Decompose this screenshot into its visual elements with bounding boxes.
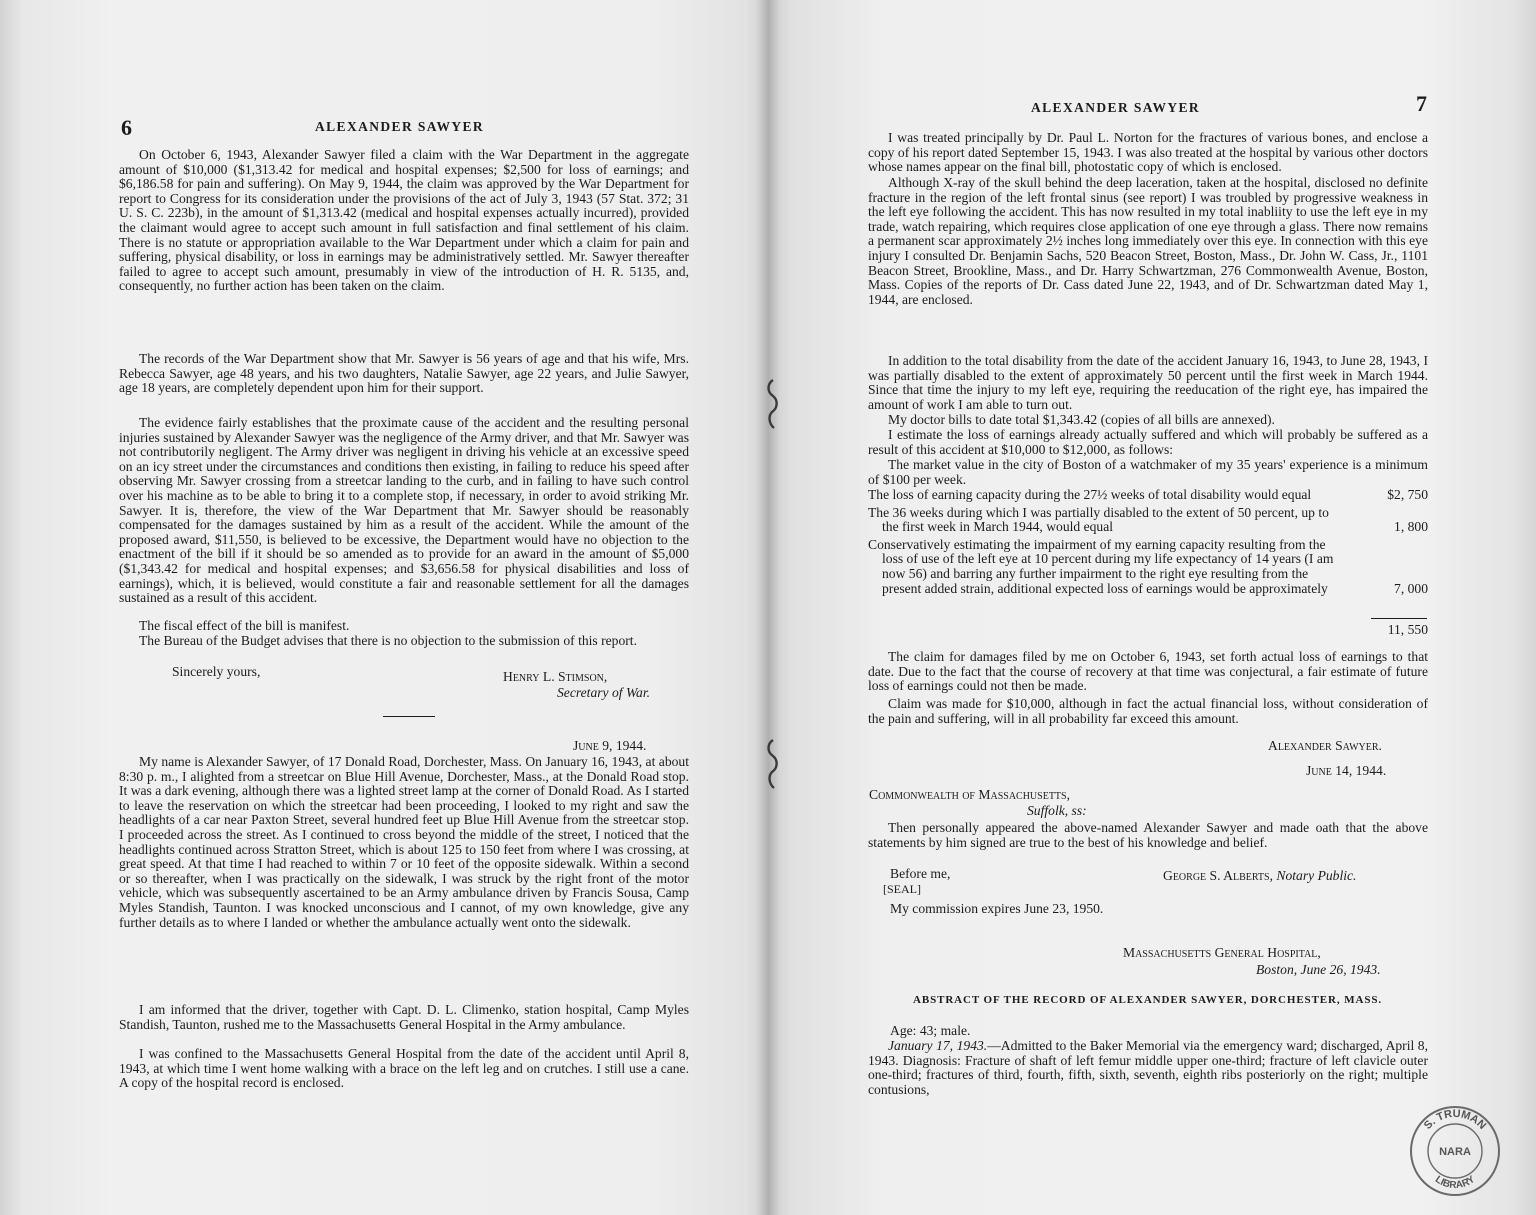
signer-title: Secretary of War.	[557, 685, 651, 700]
closing: Sincerely yours,	[172, 664, 261, 679]
statement-date: June 9, 1944.	[573, 738, 647, 753]
abstract-date: January 17, 1943.	[888, 1038, 988, 1053]
earnings-ledger	[868, 488, 1428, 596]
paragraph-market-value: The market value in the city of Boston of a watchmaker of my 35 years' experience is a minimum of $100 per week.	[868, 457, 1428, 487]
seal-label: [SEAL]	[883, 882, 921, 896]
hospital-name: Massachusetts General Hospital,	[1123, 945, 1321, 960]
ledger-row	[868, 538, 1428, 596]
abstract-title: ABSTRACT OF THE RECORD OF ALEXANDER SAWYER, DORCHESTER, MASS.	[913, 994, 1383, 1006]
statement-signer: Alexander Sawyer.	[1268, 738, 1382, 753]
ledger-row-text: Conservatively estimating the impairment of my earning capacity resulting from the loss of use of the left eye at 10 percent during my life expectancy of 14 years (I am now 56) and barring any further impairment to the right eye resulting from the present added strain, additional expected loss of earnings would be approximately	[868, 536, 1334, 596]
stamp-text-center: NARA	[1439, 1146, 1471, 1158]
paragraph-partial-disability: In addition to the total disability from the date of the accident January 16, 1943, to June 28, 1943, I was partially disabled to the extent of approximately 50 percent until the first week in March 1944. Since that time the injury to my left eye, requiring the reeducation of the right eye, has impaired the amount of work I am able to turn out.	[868, 353, 1428, 412]
ledger-row-amount: 1, 800	[1394, 519, 1428, 535]
before-me: Before me,	[890, 866, 951, 881]
paragraph-claim-amount: Claim was made for $10,000, although in fact the actual financial loss, without consideration of the pain and suffering, will in all probability far exceed this amount.	[868, 696, 1428, 726]
abstract-entry	[868, 1039, 1428, 1097]
section-divider	[383, 716, 435, 717]
binding-gutter	[756, 0, 780, 1215]
ledger-row-text: The loss of earning capacity during the 27½ weeks of total disability would equal	[868, 487, 1312, 502]
ledger-row-text: The 36 weeks during which I was partially disabled to the extent of 50 percent, up to the first week in March 1944, would equal	[868, 504, 1329, 535]
svg-text:S. TRUMAN	[1422, 1108, 1488, 1132]
paragraph-fiscal-effect: The fiscal effect of the bill is manifest.	[139, 618, 350, 633]
ledger-row-amount: 7, 000	[1394, 580, 1428, 596]
ledger-total-rule	[1371, 618, 1427, 619]
paragraph-dependents: The records of the War Department show that Mr. Sawyer is 56 years of age and that his wife, Mrs. Rebecca Sawyer, age 48 years, and his two daughters, Natalie Sawyer, age 22 years, and Julie Sawyer, age 18 years, are completely dependent upon him for their support.	[119, 351, 689, 396]
abstract-text: —Admitted to the Baker Memorial via the emergency ward; discharged, April 8, 1943. Diagnosis: Fracture of shaft of left femur middle upper one-third; fracture of left clavicle outer one-third; fractures of third, fourth, fifth, sixth, seventh, eighth ribs posteriorly on the right; multiple contusions,	[868, 1038, 1428, 1097]
statement-accident-account: My name is Alexander Sawyer, of 17 Donald Road, Dorchester, Mass. On January 16, 1943, at about 8:30 p. m., I alighted from a streetcar on Blue Hill Avenue, Dorchester, Mass., at the Donald Road stop. It was a dark evening, although there was a lighted street lamp at the corner of Donald Road. As I started to leave the reservation on which the streetcar had been proceeding, I looked to my right and saw the headlights of a car near Paxton Street, several hundred feet up Blue Hill Avenue from the streetcar stop. I proceeded across the street. As I continued to cross beyond the middle of the street, I noticed that the headlights continued across Stratton Street, which is about 125 to 150 feet from where I was crossing, at great speed. At that time I had reached to within 7 or 10 feet of the opposite sidewalk. Within a second or so thereafter, when I was practically on the sidewalk, I was struck by the right front of the motor vehicle, which was subsequently ascertained to be an Army ambulance driven by Francis Sousa, Camp Myles Standish, Taunton. I was knocked unconscious and I cannot, of my own knowledge, give any further details as to where I landed or whether the ambulance actually went onto the sidewalk.	[119, 754, 690, 930]
stamp-text-top: S. TRUMAN	[1421, 1107, 1489, 1132]
stamp-text-bottom: LIBRARY	[1432, 1174, 1478, 1192]
page-number-right: 7	[1416, 91, 1427, 116]
ledger-row-amount: $2, 750	[1387, 487, 1428, 502]
paragraph-doctor-bills: My doctor bills to date total $1,343.42 (copies of all bills are annexed).	[888, 412, 1275, 427]
running-head-left: ALEXANDER SAWYER	[315, 119, 485, 134]
paragraph-negligence: The evidence fairly establishes that the proximate cause of the accident and the resulting personal injuries sustained by Alexander Sawyer was the negligence of the Army driver, and that Mr. Sawyer was not contributorily negligent. The Army driver was negligent in driving his vehicle at an excessive speed on an icy street under the circumstances and conditions then existing, in failing to reduce his speed after observing Mr. Sawyer crossing from a streetcar landing to the curb, and in failing to have such control over his machine as to be able to bring it to a complete stop, if necessary, in order to avoid striking Mr. Sawyer. It is, therefore, the view of the War Department that Mr. Sawyer should be reasonably compensated for the damages sustained by him as a result of the accident. While the amount of the proposed award, $11,550, is believed to be excessive, the Department would have no objection to the enactment of the bill if it should be so amended as to provide for an award in the amount of $5,000 ($1,343.42 for medical and hospital expenses; and $3,656.58 for physical disabilities and loss of earnings), which, it is believed, would constitute a fair and reasonable settlement for all the damages sustained as a result of this accident.	[119, 415, 689, 606]
hospital-place-date: Boston, June 26, 1943.	[1256, 962, 1381, 977]
paragraph-treating-doctors: I was treated principally by Dr. Paul L. Norton for the fractures of various bones, and enclose a copy of his report dated September 15, 1943. I was also treated at the hospital by various other doctors whose names appear on the final bill, photostatic copy of which is enclosed.	[868, 130, 1428, 175]
notary-signature-line	[1163, 868, 1356, 883]
notary-venue-county: Suffolk, ss:	[1027, 803, 1087, 818]
notary-name: George S. Alberts,	[1163, 868, 1273, 883]
staple-icon	[764, 378, 780, 430]
ledger-row	[868, 506, 1428, 535]
paragraph-earnings-estimate: I estimate the loss of earnings already actually suffered and which will probably be suffered as a result of this accident at $10,000 to $12,000, as follows:	[868, 427, 1428, 457]
statement-hospital-confinement: I was confined to the Massachusetts General Hospital from the date of the accident until April 8, 1943, at which time I went home walking with a brace on the left leg and on crutches. I still use a cane. A copy of the hospital record is enclosed.	[119, 1046, 689, 1091]
paragraph-eye-injury: Although X-ray of the skull behind the deep laceration, taken at the hospital, disclosed no definite fracture in the region of the left frontal sinus (see report) I was troubled by progressive weakness in the left eye following the accident. This has now resulted in my total inabliity to use the left eye in my trade, watch repairing, which requires close application of one eye through a glass. There now remains a permanent scar approximately 2½ inches long immediately over this eye. In connection with this eye injury I consulted Dr. Benjamin Sachs, 520 Beacon Street, Boston, Mass., Dr. John W. Cass, Jr., 1101 Beacon Street, Brookline, Mass., and Dr. Harry Schwartzman, 276 Commonwealth Avenue, Boston, Mass. Copies of the reports of Dr. Cass dated June 22, 1943, and of Dr. Schwartzman dated May 1, 1944, are enclosed.	[868, 175, 1428, 307]
age-line: Age: 43; male.	[890, 1023, 971, 1038]
signer-name: Henry L. Stimson,	[503, 669, 608, 684]
commission-expiry: My commission expires June 23, 1950.	[890, 901, 1104, 916]
paragraph-claim-history: On October 6, 1943, Alexander Sawyer filed a claim with the War Department in the aggregate amount of $10,000 ($1,313.42 for medical and hospital expenses; $2,500 for loss of earnings; and $6,186.58 for pain and suffering). On May 9, 1944, the claim was approved by the War Department for report to Congress for its consideration under the provisions of the act of July 3, 1943 (57 Stat. 372; 31 U. S. C. 223b), in the amount of $1,313.42 (medical and hospital expenses actually incurred), provided the claimant would agree to accept such amount in full satisfaction and final settlement of his claim. There is no statute or appropriation available to the War Department under which a claim for pain and suffering, physical disability, or loss in earnings may be administratively settled. Mr. Sawyer thereafter failed to agree to accept such amount, presumably in view of the introduction of H. R. 5135, and, consequently, no further action has been taken on the claim.	[119, 147, 689, 294]
notary-statement: Then personally appeared the above-named Alexander Sawyer and made oath that the above statements by him signed are true to the best of his knowledge and belief.	[868, 820, 1428, 850]
ledger-row	[868, 488, 1428, 503]
library-stamp-icon	[1408, 1104, 1502, 1198]
statement-driver-informed: I am informed that the driver, together with Capt. D. L. Climenko, station hospital, Camp Myles Standish, Taunton, rushed me to the Massachusetts General Hospital in the Army ambulance.	[119, 1002, 689, 1032]
notary-title: Notary Public.	[1276, 868, 1357, 883]
notary-venue-state: Commonwealth of Massachusetts,	[869, 787, 1070, 802]
svg-text:LIBRARY	[1433, 1174, 1477, 1191]
running-head-right: ALEXANDER SAWYER	[1031, 100, 1201, 115]
ledger-total: 11, 550	[1387, 622, 1428, 637]
paragraph-claim-damages: The claim for damages filed by me on October 6, 1943, set forth actual loss of earnings to that date. Due to the fact that the course of recovery at that time was conjectural, a fair estimate of future loss of earnings could not then be made.	[868, 649, 1428, 694]
right-page	[768, 0, 1536, 1215]
paragraph-bureau-budget: The Bureau of the Budget advises that there is no objection to the submission of this report.	[139, 633, 637, 648]
staple-icon	[764, 738, 780, 790]
statement-date-right: June 14, 1944.	[1306, 763, 1387, 778]
page-number-left: 6	[121, 115, 132, 140]
